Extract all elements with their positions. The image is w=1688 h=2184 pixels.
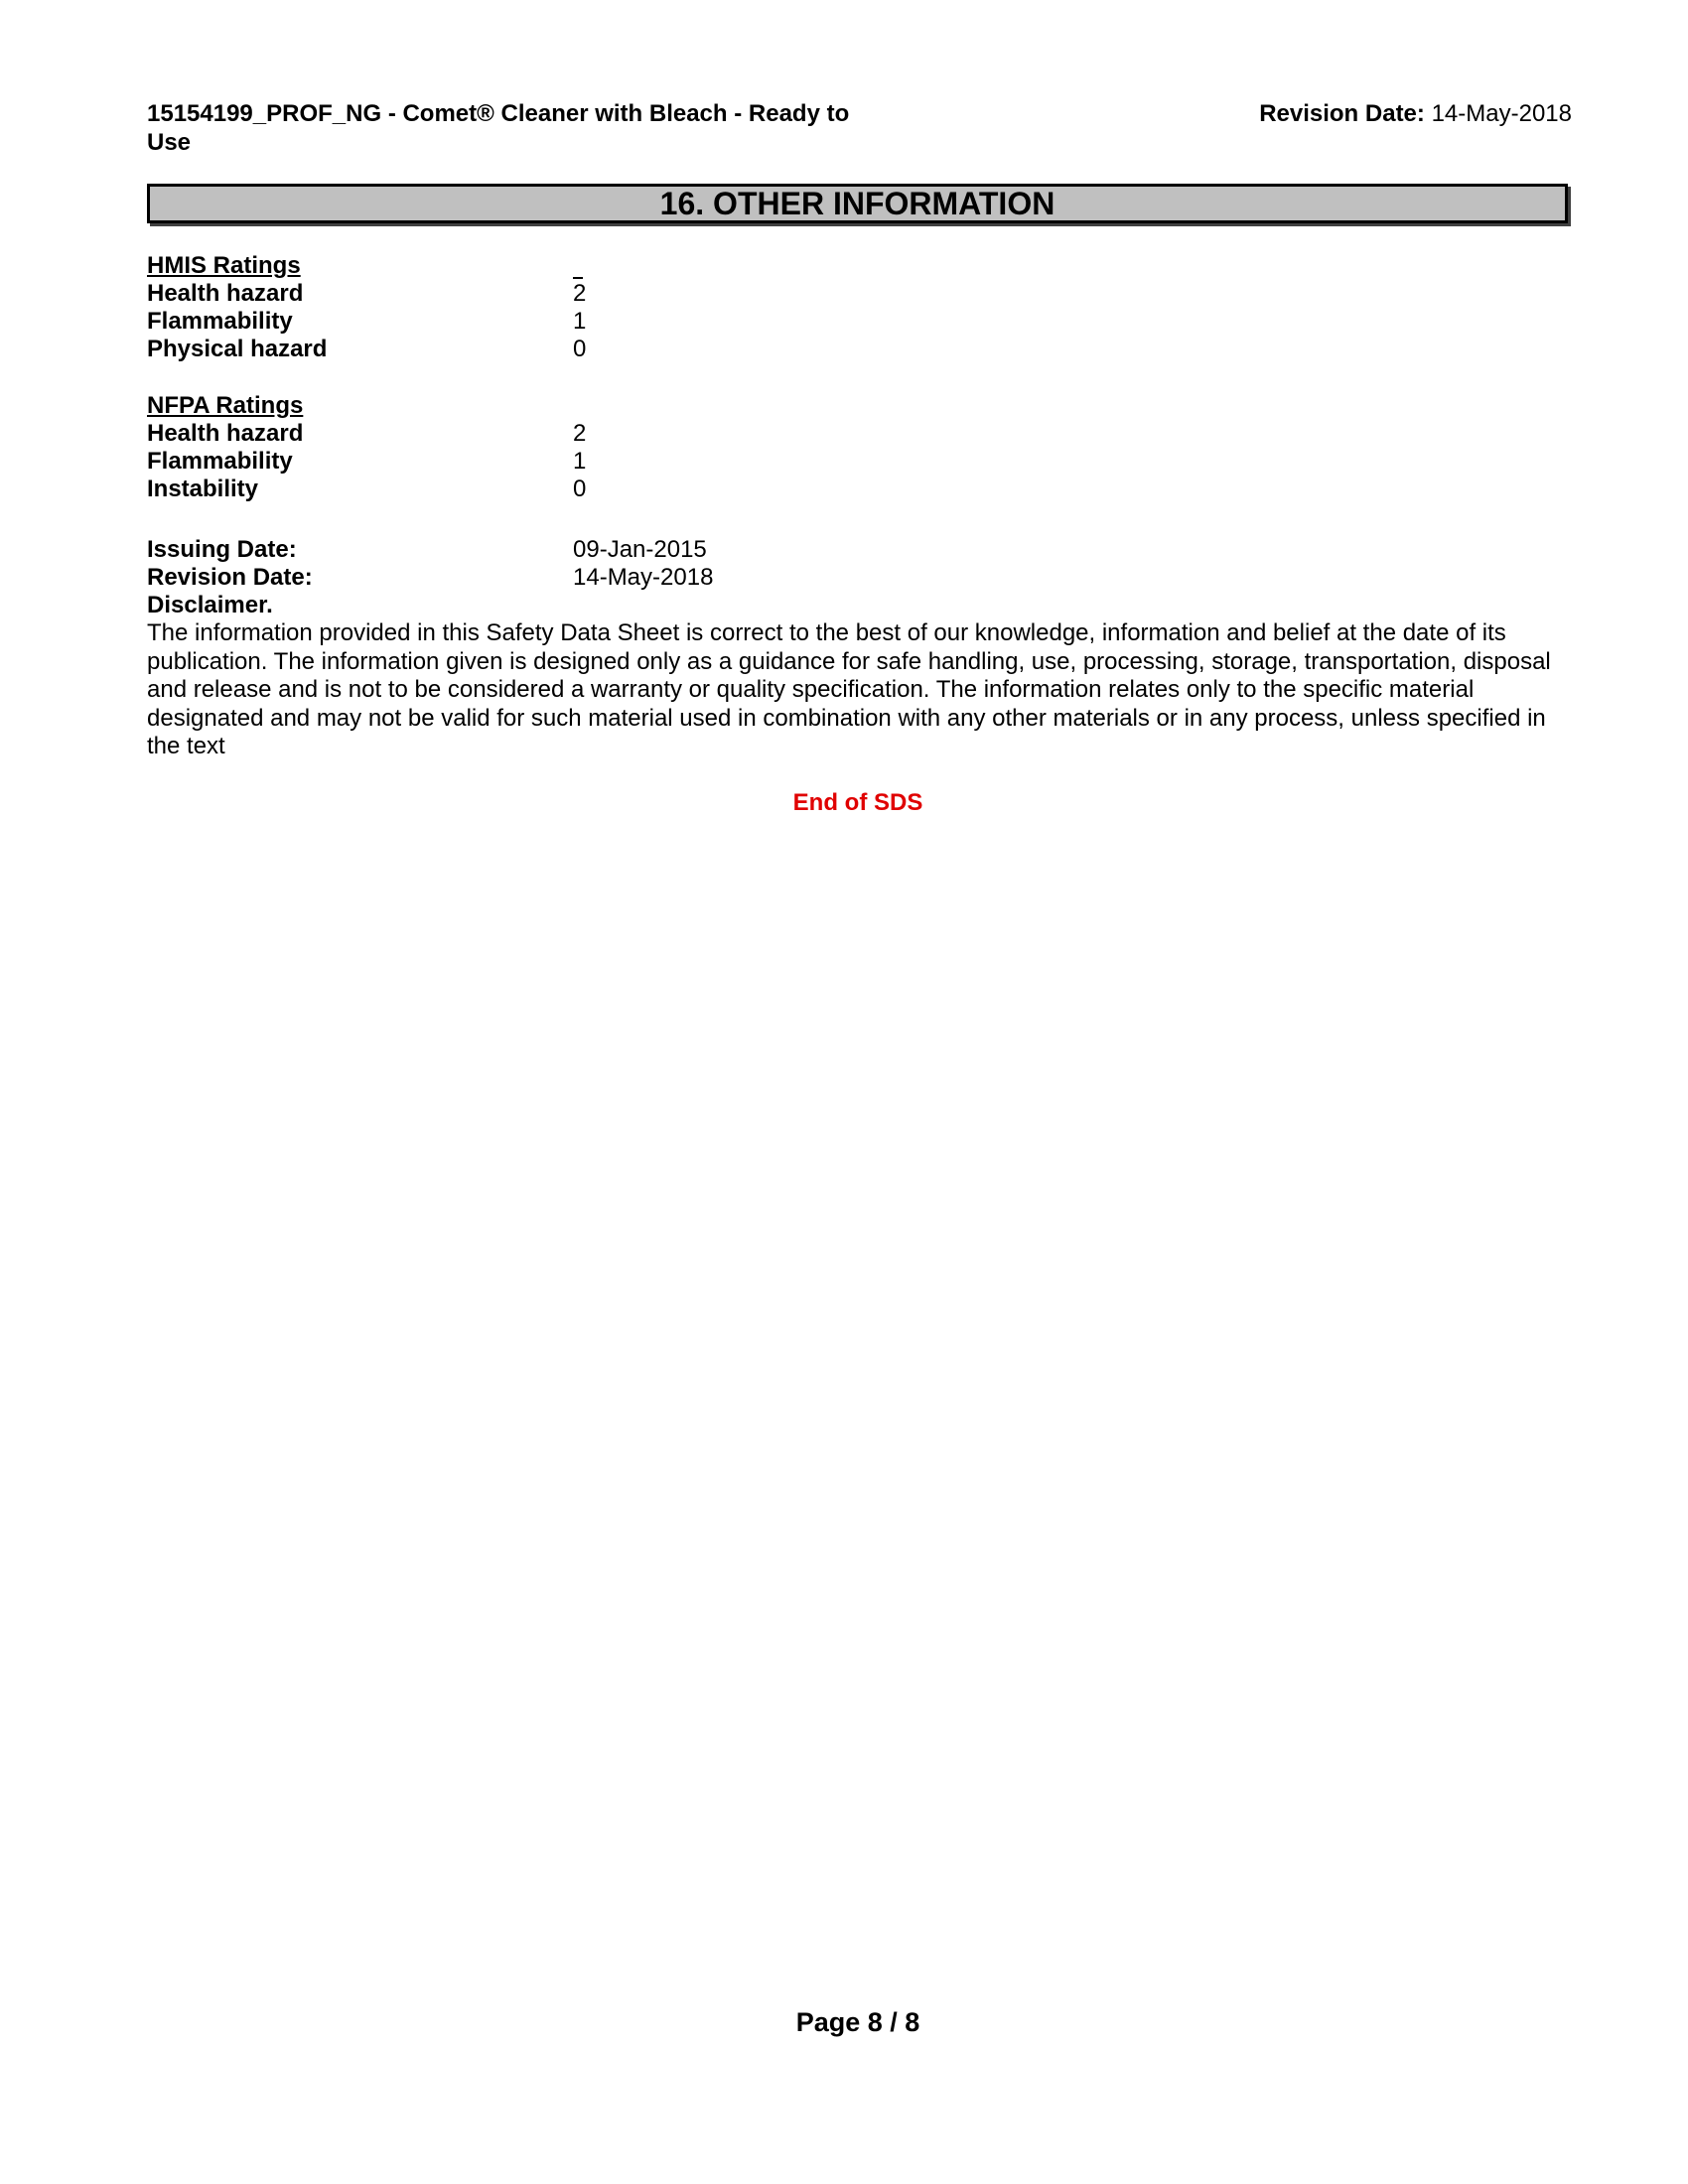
hmis-dash-mark	[573, 277, 583, 279]
header-revision-date	[1259, 99, 1572, 128]
product-identifier: 15154199_PROF_NG - Comet® Cleaner with Bleach - Ready to Use	[147, 100, 850, 156]
hmis-row-label: Health hazard	[147, 280, 304, 307]
header-revision-label: Revision Date:	[1259, 100, 1425, 127]
nfpa-row-label: Instability	[147, 476, 259, 502]
issuing-date-value: 09-Jan-2015	[573, 536, 707, 563]
page-number: Page 8 / 8	[795, 2007, 920, 2037]
hmis-row-value: 2	[573, 280, 587, 307]
end-of-sds-marker: End of SDS	[792, 789, 923, 816]
nfpa-title: NFPA Ratings	[147, 392, 304, 419]
hmis-row-label: Flammability	[147, 308, 293, 335]
revision-date-value: 14-May-2018	[573, 564, 714, 591]
header-revision-value: 14-May-2018	[1431, 100, 1572, 127]
section-title: 16. OTHER INFORMATION	[659, 185, 1055, 221]
nfpa-row-label: Health hazard	[147, 420, 304, 447]
hmis-title: HMIS Ratings	[147, 252, 301, 279]
issuing-date-label: Issuing Date:	[147, 536, 297, 563]
hmis-row-value: 1	[573, 308, 587, 335]
revision-date-label: Revision Date:	[147, 564, 313, 591]
disclaimer-title: Disclaimer.	[147, 592, 273, 618]
nfpa-row-value: 2	[573, 420, 587, 447]
section-heading-bar	[147, 184, 1568, 223]
hmis-row-value: 0	[573, 336, 587, 362]
hmis-row-label: Physical hazard	[147, 336, 328, 362]
nfpa-row-value: 1	[573, 448, 587, 475]
nfpa-row-value: 0	[573, 476, 587, 502]
nfpa-row-label: Flammability	[147, 448, 293, 475]
disclaimer-text: The information provided in this Safety Data Sheet is correct to the best of our knowledge, information and belief at the date of its publication. The information given is designed only as a guidance for safe handling, use, processing, storage, transportation, disposal and release and is not to be considered a warranty or quality specification. The information relates only to the specific material designated and may not be valid for such material used in combination with any other materials or in any process, unless specified in the text	[147, 619, 1551, 759]
